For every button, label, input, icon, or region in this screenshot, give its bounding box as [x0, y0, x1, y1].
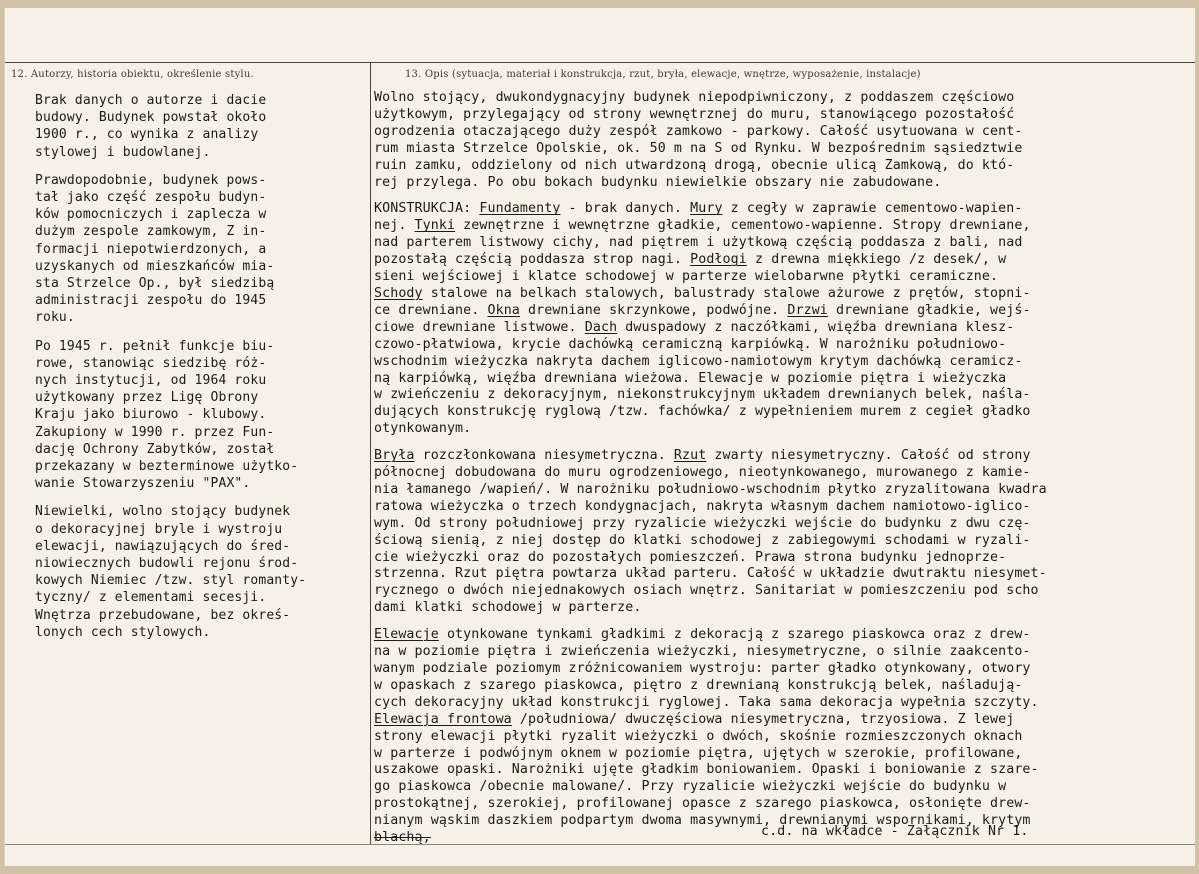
text-line [374, 354, 1192, 371]
text-run: sieni wejściowej i klatce schodowej w parterze wielobarwne płytki ceramiczne. [374, 269, 999, 285]
text-line: administracji zespołu do 1945 [35, 293, 267, 309]
description-paragraph [374, 627, 1192, 847]
text-run: dami klatki schodowej w parterze. [374, 600, 642, 616]
history-paragraph [35, 338, 368, 493]
description-paragraph [374, 201, 1192, 438]
text-line [374, 201, 1192, 218]
underlined-heading: Okna [487, 302, 520, 318]
text-line: przekazany w bezterminowe użytko- [35, 459, 299, 475]
description-paragraph [374, 90, 1192, 191]
text-run: rum miasta Strzelce Opolskie, ok. 50 m na S od Rynku. W bezpośrednim sąsiedztwie [374, 140, 1023, 156]
text-line [374, 269, 1192, 286]
text-run: dujących konstrukcję ryglową /tzw. fachówka/ z wypełnieniem murem z cegieł gładko [374, 404, 1031, 420]
text-run: rej przylega. Po obu bokach budynku niewielkie obszary nie zabudowane. [374, 174, 942, 190]
text-line [374, 729, 1192, 746]
underlined-heading: Drzwi [787, 302, 828, 318]
text-line: Wnętrza przebudowane, bez okreś- [35, 607, 291, 623]
text-run: z drewna miękkiego /z desek/, w [746, 252, 1007, 268]
text-run: uszakowe opaski. Narożniki ujęte gładkim boniowaniem. Opaski i boniowanie z szare- [374, 762, 1039, 778]
text-line: ków pomocniczych i zaplecza w [35, 207, 267, 223]
text-run: ściową sienią, z niej dostęp do klatki schodowej z zabiegowymi schodami w ryzali- [374, 532, 1031, 548]
text-line [374, 644, 1192, 661]
text-run: w zwieńczeniu z dekoracyjnym, niekonstrukcyjnym układem drewnianych belek, naśla- [374, 387, 1031, 403]
text-line: kowych Niemiec /tzw. styl romanty- [35, 573, 307, 589]
text-line [374, 158, 1192, 175]
text-line: o dekoracyjnej bryle i wystroju [35, 521, 283, 537]
struck-text: blachą, [374, 830, 431, 846]
text-run: drewniane skrzynkowe, podwójne. [519, 302, 788, 318]
description-column [374, 90, 1192, 847]
text-line: sta Strzelce Op., był siedzibą [35, 276, 275, 292]
text-line [374, 695, 1192, 712]
underlined-heading: Rzut [673, 448, 707, 464]
underlined-heading: Elewacja frontowa [374, 711, 512, 727]
text-line: Brak danych o autorze i dacie [35, 93, 267, 108]
text-line [374, 235, 1192, 252]
text-line [374, 448, 1192, 465]
field-12-label: 12. Autorzy, historia obiektu, określenie stylu. [11, 69, 254, 80]
text-run: stalowe na belkach stalowych, balustrady stalowe ażurowe z prętów, stopni- [422, 285, 1031, 301]
text-line [374, 583, 1192, 600]
text-run: użytkowym, przylegający od strony wewnętrznej do muru, stanowiącego pozostałość [374, 106, 1015, 122]
history-column [35, 92, 368, 641]
text-line: dację Ochrony Zabytków, został [35, 441, 275, 457]
text-run: ciowe drewniane listwowe. [374, 319, 585, 335]
text-line: uzyskanych od mieszkańców mia- [35, 258, 275, 274]
paragraph-gap [35, 327, 368, 338]
text-run: w parterze i podwójnym oknem w poziomie piętra, ujętych w szerokie, profilowane, [374, 745, 1023, 761]
text-line [374, 712, 1192, 729]
text-line: lonych cech stylowych. [35, 624, 211, 640]
text-run: rycznego o dwóch niejednakowych osiach wnętrz. Sanitariat w pomieszczeniu pod scho [374, 583, 1039, 599]
paragraph-gap [374, 191, 1192, 201]
text-run: rozczłonkowana niesymetryczna. [414, 448, 674, 464]
text-run: wym. Od strony południowej przy ryzalicie wieżyczki wejście do budynku z dwu czę- [374, 515, 1031, 531]
text-line [374, 371, 1192, 388]
text-line [374, 661, 1192, 678]
text-run: pozostałą częścią poddasza strop nagi. [374, 252, 691, 268]
text-run: ogrodzenia otaczającego duży zespół zamkowo - parkowy. Całość usytuowana w cent- [374, 123, 1023, 139]
text-line [374, 762, 1192, 779]
text-line [374, 465, 1192, 482]
continuation-note: c.d. na wkładce - Załącznik Nr 1. [761, 824, 1029, 839]
text-run: nej. [374, 218, 415, 234]
text-line [374, 600, 1192, 617]
text-run: północnej dobudowana do muru ogrodzeniowego, nieotynkowanego, murowanego z kamie- [374, 465, 1031, 481]
text-run: Wolno stojący, dwukondygnacyjny budynek niepodpiwniczony, z poddaszem częściowo [374, 90, 1015, 105]
text-line [374, 566, 1192, 583]
text-line: tał jako część zespołu budyn- [35, 190, 267, 206]
text-line: Prawdopodobnie, budynek pows- [35, 172, 267, 188]
underlined-heading: Fundamenty [479, 201, 561, 217]
text-run: cie wieżyczki oraz do pozostałych pomieszczeń. Prawa strona budynku jednoprze- [374, 549, 1007, 565]
text-line [374, 107, 1192, 124]
paragraph-gap [35, 492, 368, 503]
text-line: budowy. Budynek powstał około [35, 110, 267, 126]
text-line [374, 252, 1192, 269]
text-line: wanie Stowarzyszeniu "PAX". [35, 476, 251, 492]
underlined-heading: Elewacje [374, 627, 439, 643]
text-line [374, 141, 1192, 158]
text-line: roku. [35, 310, 75, 326]
text-line [374, 175, 1192, 192]
text-run: nad parterem listwowy cichy, nad piętrem i użytkową częścią poddasza z bali, nad [374, 235, 1023, 251]
text-line [374, 337, 1192, 354]
history-paragraph [35, 172, 368, 327]
text-line: stylowej i budowlanej. [35, 144, 211, 160]
text-line [374, 499, 1192, 516]
text-run: prostokątnej, szerokiej, profilowanej opasce z szarego piaskowca, osłonięte drew- [374, 796, 1031, 812]
text-run: z cegły w zaprawie cementowo-wapien- [722, 201, 1023, 217]
paragraph-gap [374, 617, 1192, 627]
paragraph-gap [374, 438, 1192, 448]
text-run: nianym wąskim daszkiem podpartym dwoma masywnymi, drewnianymi wspornikami, krytym [374, 813, 1031, 829]
text-run: cych dekoracyjny układ konstrukcji ryglowej. Taka sama dekoracja wypełnia szczyty. [374, 694, 1039, 710]
underlined-heading: Podłogi [690, 252, 747, 268]
text-line: niowiecznych budowli rejonu środ- [35, 556, 299, 572]
underlined-heading: Dach [584, 319, 618, 335]
text-line [374, 627, 1192, 644]
text-run: drewniane gładkie, wejś- [827, 302, 1031, 318]
text-line [374, 286, 1192, 303]
text-line [374, 387, 1192, 404]
text-line: Po 1945 r. pełnił funkcje biu- [35, 338, 275, 354]
text-line [374, 779, 1192, 796]
text-line: użytkowany przez Ligę Obrony [35, 390, 259, 406]
text-run: na w poziomie piętra i zwieńczenia wieżyczki, niesymetryczne, o silnie zaakcento- [374, 644, 1031, 660]
text-run: ruin zamku, oddzielony od nich utwardzoną drogą, obecnie ulicą Zamkową, do któ- [374, 157, 1015, 173]
history-paragraph [35, 503, 368, 641]
text-run: strony elewacji płytki ryzalit wieżyczki o dwóch, skośnie rozmieszczonych oknach [374, 728, 1023, 744]
text-line [374, 90, 1192, 107]
text-line: Kraju jako biurowo - klubowy. [35, 407, 267, 423]
text-line [374, 303, 1192, 320]
text-run: ce drewniane. [374, 302, 488, 318]
field-13-label: 13. Opis (sytuacja, materiał i konstrukcja, rzut, bryła, elewacje, wnętrze, wyposażenie, instalacje) [405, 69, 921, 80]
text-line [374, 124, 1192, 141]
text-line: Niewielki, wolno stojący budynek [35, 504, 291, 520]
text-run: czowo-płatwiowa, krycie dachówką ceramiczną karpiówką. W narożniku południowo- [374, 336, 1007, 352]
document-sheet [4, 8, 1195, 866]
text-run: zwarty niesymetryczny. Całość od strony [706, 448, 1031, 464]
underlined-heading: Mury [690, 201, 723, 217]
text-run: /południowa/ dwuczęściowa niesymetryczna, trzyosiowa. Z lewej [511, 711, 1015, 727]
text-line [374, 678, 1192, 695]
text-line [374, 482, 1192, 499]
text-line [374, 516, 1192, 533]
text-line [374, 533, 1192, 550]
text-line [374, 796, 1192, 813]
text-run: zewnętrzne i wewnętrzne gładkie, cementowo-wapienne. Stropy drewniane, [455, 218, 1031, 234]
text-run: ną karpiówką, więźba drewniana wieżowa. Elewacje w poziomie piętra i wieżyczka [374, 370, 1007, 386]
underlined-heading: Schody [374, 285, 423, 301]
text-line: formacji niepotwierdzonych, a [35, 241, 267, 257]
text-run: otynkowane tynkami gładkimi z dekoracją z szarego piaskowca oraz z drew- [438, 627, 1031, 643]
text-run: go piaskowca /obecnie malowane/. Przy ryzalicie wieżyczki wejście do budynku w [374, 779, 1007, 795]
text-run: nia łamanego /wapień/. W narożniku południowo-wschodnim płytko zryzalitowana kwadra [374, 481, 1047, 497]
underlined-heading: Tynki [414, 218, 456, 234]
text-run: w opaskach z szarego piaskowca, piętro z drewnianą konstrukcją belek, naśladują- [374, 677, 1023, 693]
text-line [374, 421, 1192, 438]
text-line: tyczny/ z elementami secesji. [35, 590, 267, 606]
history-paragraph [35, 92, 368, 161]
text-run: strzenna. Rzut piętra powtarza układ parteru. Całość w układzie dwutraktu niesymet- [374, 566, 1047, 582]
text-run: dwuspadowy z naczółkami, więźba drewniana klesz- [617, 319, 1015, 335]
text-line: elewacji, nawiązujących do śred- [35, 538, 291, 554]
header-rule [5, 62, 1195, 63]
text-line: rowe, stanowiąc siedzibę róż- [35, 355, 267, 371]
text-run: ratowa wieżyczka o trzech kondygnacjach, nakryta własnym dachem namiotowo-iglico- [374, 498, 1031, 514]
text-run: KONSTRUKCJA: [374, 201, 480, 217]
text-line: 1900 r., co wynika z analizy [35, 127, 259, 143]
text-line [374, 218, 1192, 235]
text-run: wschodnim wieżyczka nakryta dachem iglicowo-namiotowym krytym dachówką ceramicz- [374, 353, 1023, 369]
description-paragraph [374, 448, 1192, 617]
text-line: Zakupiony w 1990 r. przez Fun- [35, 424, 275, 440]
text-line [374, 320, 1192, 337]
text-line [374, 550, 1192, 567]
underlined-heading: Bryła [374, 448, 415, 464]
text-line [374, 404, 1192, 421]
text-line [374, 746, 1192, 763]
column-divider [370, 62, 371, 844]
text-line: nych instytucji, od 1964 roku [35, 373, 267, 389]
text-run: wanym podziale poziomym zróżnicowaniem wystroju: parter gładko otynkowany, otwory [374, 661, 1031, 676]
text-run: - brak danych. [560, 201, 691, 217]
paragraph-gap [35, 161, 368, 172]
text-line: dużym zespole zamkowym, Z in- [35, 224, 267, 240]
text-run: otynkowanym. [374, 421, 472, 437]
